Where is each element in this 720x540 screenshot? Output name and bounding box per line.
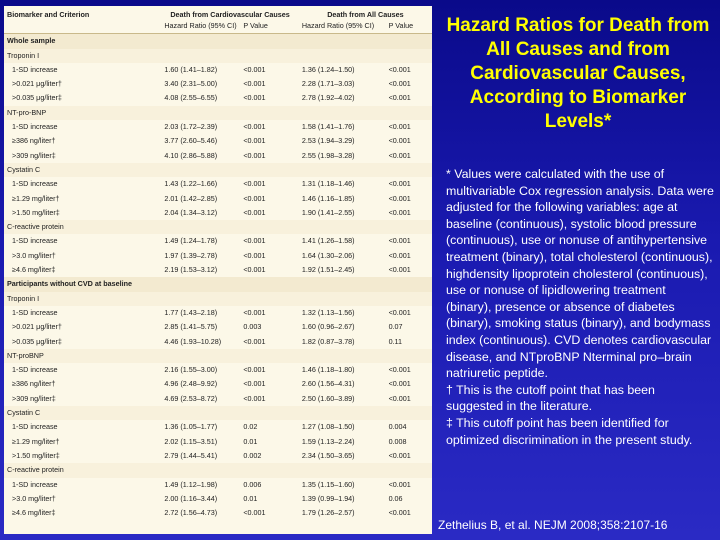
hr-all-cell: 1.32 (1.13–1.56) xyxy=(301,307,355,317)
all-death-group-header: Death from All Causes xyxy=(327,10,404,19)
hr-cv-cell: 2.72 (1.56–4.73) xyxy=(164,508,218,518)
p-cv-cell: 0.006 xyxy=(243,479,262,489)
hazard-ratio-table xyxy=(4,6,432,520)
p-cv-cell: <0.001 xyxy=(243,122,266,132)
table-row xyxy=(4,120,432,134)
table-biomarker-row xyxy=(4,463,432,477)
table-biomarker-row xyxy=(4,406,432,420)
hr-all-cell: 1.46 (1.16–1.85) xyxy=(301,193,355,203)
criterion-cell: 1-SD increase xyxy=(12,479,58,489)
p-all-cell: <0.001 xyxy=(388,93,411,103)
criterion-cell: ≥386 ng/liter† xyxy=(12,136,56,146)
table-row xyxy=(4,263,432,277)
criterion-cell: 1-SD increase xyxy=(12,307,58,317)
p-all-cell: <0.001 xyxy=(388,479,411,489)
table-biomarker-row xyxy=(4,220,432,234)
p-all-cell: <0.001 xyxy=(388,307,411,317)
criterion-cell: >0.035 μg/liter‡ xyxy=(12,93,62,103)
hr-all-cell: 2.28 (1.71–3.03) xyxy=(301,79,355,89)
table-biomarker-row xyxy=(4,49,432,63)
table-section-row xyxy=(4,277,432,291)
table-row xyxy=(4,377,432,391)
p-cv-cell: <0.001 xyxy=(243,179,266,189)
p-all-cell: 0.004 xyxy=(388,422,407,432)
hr-cv-cell: 4.46 (1.93–10.28) xyxy=(164,336,222,346)
table-biomarker-row xyxy=(4,163,432,177)
hr-cv-cell: 2.02 (1.15–3.51) xyxy=(164,436,218,446)
table-row xyxy=(4,363,432,377)
table-row xyxy=(4,306,432,320)
hr-cv-cell: 2.01 (1.42–2.85) xyxy=(164,193,218,203)
hr-cv-cell: 4.10 (2.86–5.88) xyxy=(164,150,218,160)
criterion-cell: 1-SD increase xyxy=(12,422,58,432)
biomarker-label: Troponin I xyxy=(4,49,432,63)
table-row xyxy=(4,77,432,91)
criterion-cell: >3.0 mg/liter† xyxy=(12,493,56,503)
criterion-cell: 1-SD increase xyxy=(12,365,58,375)
p-all-header: P Value xyxy=(386,19,432,34)
table-row xyxy=(4,249,432,263)
criterion-header: Biomarker and Criterion xyxy=(7,10,90,19)
hr-cv-cell: 1.97 (1.39–2.78) xyxy=(164,250,218,260)
p-cv-cell: 0.01 xyxy=(243,493,258,503)
hr-all-cell: 2.60 (1.56–4.31) xyxy=(301,379,355,389)
p-all-cell: <0.001 xyxy=(388,179,411,189)
hr-cv-cell: 1.43 (1.22–1.66) xyxy=(164,179,218,189)
footnote-dagger: † This is the cutoff point that has been suggested in the literature. xyxy=(446,382,655,414)
p-cv-cell: <0.001 xyxy=(243,193,266,203)
table-row xyxy=(4,91,432,105)
p-cv-cell: <0.001 xyxy=(243,250,266,260)
hr-all-cell: 2.50 (1.60–3.89) xyxy=(301,393,355,403)
hr-all-cell: 2.78 (1.92–4.02) xyxy=(301,93,355,103)
criterion-cell: 1-SD increase xyxy=(12,179,58,189)
p-all-cell: <0.001 xyxy=(388,64,411,74)
hr-all-cell: 1.92 (1.51–2.45) xyxy=(301,265,355,275)
biomarker-label: NT-pro-BNP xyxy=(4,106,432,120)
p-cv-cell: 0.002 xyxy=(243,450,262,460)
p-all-cell: <0.001 xyxy=(388,265,411,275)
p-cv-cell: <0.001 xyxy=(243,379,266,389)
footnote-double-dagger: ‡ This cutoff point has been identified for optimized discrimination in the present study. xyxy=(446,415,693,447)
hr-all-cell: 2.53 (1.94–3.29) xyxy=(301,136,355,146)
p-cv-cell: 0.01 xyxy=(243,436,258,446)
table-biomarker-row xyxy=(4,106,432,120)
p-cv-cell: <0.001 xyxy=(243,365,266,375)
table-biomarker-row xyxy=(4,292,432,306)
p-all-cell: <0.001 xyxy=(388,379,411,389)
table-section-row xyxy=(4,34,432,49)
p-cv-cell: <0.001 xyxy=(243,265,266,275)
hr-all-cell: 1.36 (1.24–1.50) xyxy=(301,64,355,74)
hr-cv-header: Hazard Ratio (95% CI) xyxy=(161,19,240,34)
slide-title: Hazard Ratios for Death from All Causes and from Cardiovascular Causes, According to Biomarker Levels* xyxy=(446,15,710,132)
p-all-cell: 0.06 xyxy=(388,493,403,503)
hr-cv-cell: 1.77 (1.43–2.18) xyxy=(164,307,218,317)
biomarker-label: Cystatin C xyxy=(4,163,432,177)
table-row xyxy=(4,492,432,506)
criterion-cell: >309 ng/liter‡ xyxy=(12,393,56,403)
p-all-cell: <0.001 xyxy=(388,365,411,375)
hazard-ratio-table-panel xyxy=(4,6,432,534)
table-row xyxy=(4,478,432,492)
hr-all-cell: 1.41 (1.26–1.58) xyxy=(301,236,355,246)
table-row xyxy=(4,177,432,191)
hr-all-cell: 1.82 (0.87–3.78) xyxy=(301,336,355,346)
criterion-cell: ≥386 ng/liter† xyxy=(12,379,56,389)
p-cv-cell: <0.001 xyxy=(243,336,266,346)
hr-all-cell: 1.59 (1.13–2.24) xyxy=(301,436,355,446)
p-cv-cell: <0.001 xyxy=(243,236,266,246)
criterion-cell: 1-SD increase xyxy=(12,236,58,246)
table-row xyxy=(4,63,432,77)
p-cv-cell: <0.001 xyxy=(243,508,266,518)
p-all-cell: 0.11 xyxy=(388,336,403,346)
cv-death-group-header: Death from Cardiovascular Causes xyxy=(170,10,290,19)
p-all-cell: <0.001 xyxy=(388,136,411,146)
criterion-cell: >1.50 mg/liter‡ xyxy=(12,207,60,217)
hr-all-cell: 1.64 (1.30–2.06) xyxy=(301,250,355,260)
biomarker-label: Troponin I xyxy=(4,292,432,306)
p-all-cell: <0.001 xyxy=(388,207,411,217)
table-group-header xyxy=(4,6,432,19)
criterion-cell: >1.50 mg/liter‡ xyxy=(12,450,60,460)
p-cv-cell: <0.001 xyxy=(243,93,266,103)
criterion-cell: ≥4.6 mg/liter‡ xyxy=(12,508,56,518)
table-body xyxy=(4,34,432,521)
table-row xyxy=(4,506,432,520)
table-row xyxy=(4,234,432,248)
table-biomarker-row xyxy=(4,349,432,363)
p-all-cell: <0.001 xyxy=(388,193,411,203)
biomarker-label: Cystatin C xyxy=(4,406,432,420)
hr-cv-cell: 2.19 (1.53–3.12) xyxy=(164,265,218,275)
hr-all-cell: 1.39 (0.99–1.94) xyxy=(301,493,355,503)
hr-cv-cell: 3.40 (2.31–5.00) xyxy=(164,79,218,89)
p-all-cell: <0.001 xyxy=(388,236,411,246)
p-all-cell: <0.001 xyxy=(388,250,411,260)
biomarker-label: C-reactive protein xyxy=(4,220,432,234)
hr-cv-cell: 4.69 (2.53–8.72) xyxy=(164,393,218,403)
table-row xyxy=(4,320,432,334)
criterion-cell: >0.021 μg/liter† xyxy=(12,322,62,332)
table-row xyxy=(4,206,432,220)
p-all-cell: 0.07 xyxy=(388,322,403,332)
p-cv-cell: <0.001 xyxy=(243,79,266,89)
criterion-cell: 1-SD increase xyxy=(12,122,58,132)
hr-all-cell: 1.31 (1.18–1.46) xyxy=(301,179,355,189)
table-row xyxy=(4,420,432,434)
hr-cv-cell: 2.85 (1.41–5.75) xyxy=(164,322,218,332)
hr-all-cell: 1.35 (1.15–1.60) xyxy=(301,479,355,489)
hr-cv-cell: 1.60 (1.41–1.82) xyxy=(164,64,218,74)
hr-all-cell: 1.27 (1.08–1.50) xyxy=(301,422,355,432)
biomarker-label: NT-proBNP xyxy=(4,349,432,363)
footnote-methods: * Values were calculated with the use of multivariable Cox regression analysis. Data were adjusted for the following variables: age at baseline (continuous), systolic blood pressure (continuous), use or nonuse of antihypertensive treatment (binary), total cholesterol (continuous), highdensity lipoprotein cholesterol (continuous), use or nonuse of lipidlowering treatment (binary), presence or absence of diabetes (binary), smoking status (binary), and bodymass index (continuous). CVD denotes cardiovascular disease, and NTproBNP Nterminal pro–brain natriuretic peptide. xyxy=(446,167,714,381)
p-all-cell: <0.001 xyxy=(388,508,411,518)
table-row xyxy=(4,449,432,463)
p-cv-cell: 0.02 xyxy=(243,422,258,432)
hr-all-cell: 1.90 (1.41–2.55) xyxy=(301,207,355,217)
p-cv-cell: <0.001 xyxy=(243,150,266,160)
criterion-cell: 1-SD increase xyxy=(12,64,58,74)
hr-all-cell: 2.55 (1.98–3.28) xyxy=(301,150,355,160)
hr-cv-cell: 2.04 (1.34–3.12) xyxy=(164,207,218,217)
hr-cv-cell: 2.16 (1.55–3.00) xyxy=(164,365,218,375)
hr-cv-cell: 2.03 (1.72–2.39) xyxy=(164,122,218,132)
p-all-cell: 0.008 xyxy=(388,436,407,446)
table-row xyxy=(4,392,432,406)
p-all-cell: <0.001 xyxy=(388,393,411,403)
p-cv-cell: 0.003 xyxy=(243,322,262,332)
table-row xyxy=(4,335,432,349)
criterion-cell: ≥1.29 mg/liter† xyxy=(12,436,60,446)
p-all-cell: <0.001 xyxy=(388,79,411,89)
table-row xyxy=(4,134,432,148)
hr-all-cell: 1.79 (1.26–2.57) xyxy=(301,508,355,518)
citation: Zethelius B, et al. NEJM 2008;358:2107-16 xyxy=(438,518,668,532)
footnote xyxy=(446,166,714,448)
p-cv-header: P Value xyxy=(240,19,299,34)
hr-all-cell: 1.58 (1.41–1.76) xyxy=(301,122,355,132)
hr-cv-cell: 2.00 (1.16–3.44) xyxy=(164,493,218,503)
criterion-cell: ≥4.6 mg/liter‡ xyxy=(12,265,56,275)
section-label: Participants without CVD at baseline xyxy=(4,277,432,291)
hr-all-cell: 1.46 (1.18–1.80) xyxy=(301,365,355,375)
criterion-cell: ≥1.29 mg/liter† xyxy=(12,193,60,203)
table-row xyxy=(4,149,432,163)
hr-cv-cell: 2.79 (1.44–5.41) xyxy=(164,450,218,460)
p-cv-cell: <0.001 xyxy=(243,64,266,74)
p-cv-cell: <0.001 xyxy=(243,136,266,146)
p-cv-cell: <0.001 xyxy=(243,307,266,317)
hr-cv-cell: 4.08 (2.55–6.55) xyxy=(164,93,218,103)
criterion-cell: >0.021 μg/liter† xyxy=(12,79,62,89)
hr-cv-cell: 1.49 (1.12–1.98) xyxy=(164,479,218,489)
hr-cv-cell: 3.77 (2.60–5.46) xyxy=(164,136,218,146)
section-label: Whole sample xyxy=(4,34,432,49)
p-all-cell: <0.001 xyxy=(388,450,411,460)
hr-all-header: Hazard Ratio (95% CI) xyxy=(299,19,386,34)
biomarker-label: C-reactive protein xyxy=(4,463,432,477)
table-column-header xyxy=(4,19,432,34)
p-all-cell: <0.001 xyxy=(388,150,411,160)
criterion-cell: >3.0 mg/liter† xyxy=(12,250,56,260)
hr-all-cell: 1.60 (0.96–2.67) xyxy=(301,322,355,332)
p-cv-cell: <0.001 xyxy=(243,393,266,403)
hr-cv-cell: 4.96 (2.48–9.92) xyxy=(164,379,218,389)
hr-cv-cell: 1.36 (1.05–1.77) xyxy=(164,422,218,432)
criterion-cell: >309 ng/liter‡ xyxy=(12,150,56,160)
criterion-cell: >0.035 μg/liter‡ xyxy=(12,336,62,346)
table-row xyxy=(4,435,432,449)
table-row xyxy=(4,192,432,206)
p-all-cell: <0.001 xyxy=(388,122,411,132)
p-cv-cell: <0.001 xyxy=(243,207,266,217)
hr-all-cell: 2.34 (1.50–3.65) xyxy=(301,450,355,460)
hr-cv-cell: 1.49 (1.24–1.78) xyxy=(164,236,218,246)
